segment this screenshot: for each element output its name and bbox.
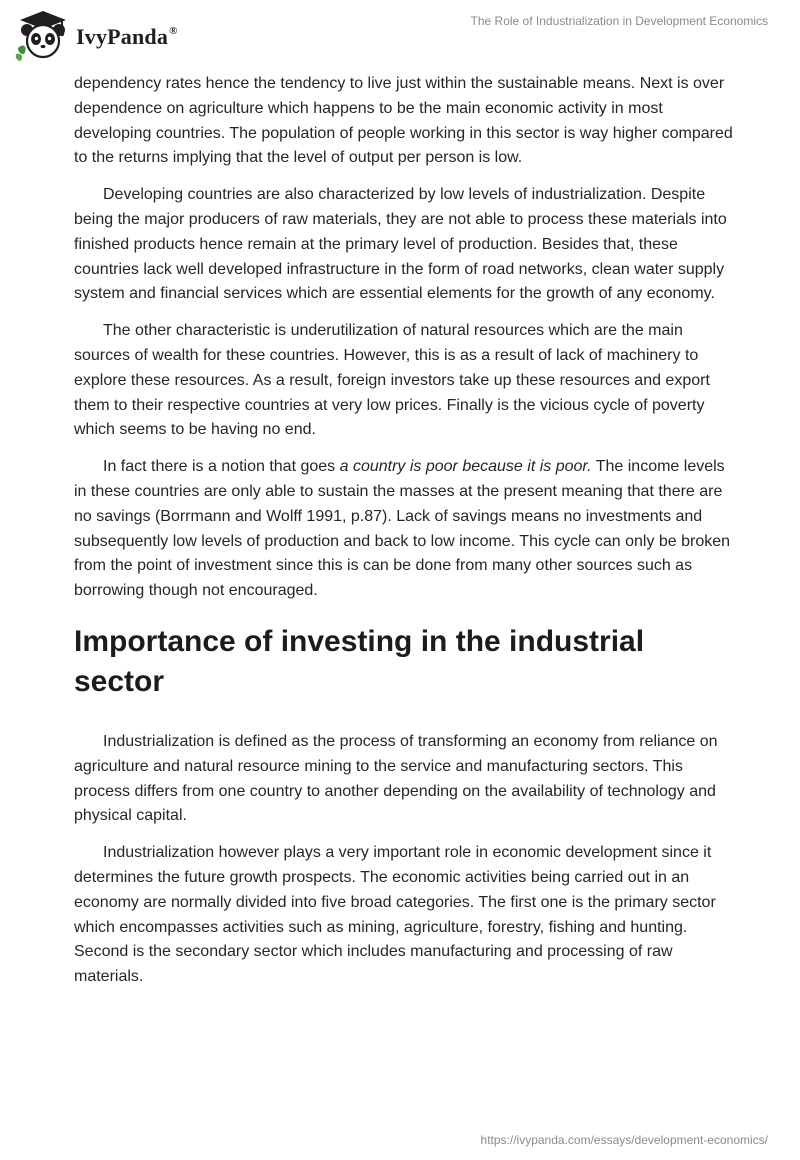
document-title: The Role of Industrialization in Development Economics bbox=[470, 14, 768, 28]
paragraph-text: The income levels in these countries are only able to sustain the masses at the present meaning that there are no savings (Borrmann and Wolff 1991, p.87). Lack of savings means no investments and subsequently low levels of production and back to low income. This cycle can only be broken from the point of investment since this is can be done from many other sources such as borrowing though not encouraged. bbox=[74, 458, 731, 600]
section-heading: Importance of investing in the industrial sector bbox=[74, 624, 645, 698]
italic-quote: a country is poor because it is poor. bbox=[339, 458, 592, 476]
paragraph: The other characteristic is underutilization of natural resources which are the main sources of wealth for these countries. However, this is as a result of lack of machinery to explore these resources. As a result, foreign investors take up these resources and export them to their respective countries at very low prices. Finally is the vicious cycle of poverty which seems to be having no end. bbox=[74, 322, 710, 439]
paragraph-text: In fact there is a notion that goes bbox=[103, 458, 340, 476]
paragraph bbox=[74, 455, 734, 604]
brand-name: IvyPanda® bbox=[76, 24, 178, 49]
essay-content bbox=[74, 72, 734, 1002]
panda-graduate-icon bbox=[14, 8, 72, 62]
page-header bbox=[0, 0, 800, 70]
paragraph: Industrialization is defined as the process of transforming an economy from reliance on agriculture and natural resource mining to the service and manufacturing sectors. This process differs from one country to another depending on the availability of technology and physical capital. bbox=[74, 732, 718, 825]
paragraph: Developing countries are also characterized by low levels of industrialization. Despite being the major producers of raw materials, they are not able to process these materials into finished products hence remain at the primary level of production. Besides that, these countries lack well developed infrastructure in the form of road networks, clean water supply system and financial services which are essential elements for the growth of any economy. bbox=[74, 186, 727, 303]
paragraph: dependency rates hence the tendency to live just within the sustainable means. Next is over dependence on agriculture which happens to be the main economic activity in most developing countries. The population of people working in this sector is way higher compared to the returns implying that the level of output per person is low. bbox=[74, 75, 733, 167]
footer-url-link[interactable]: https://ivypanda.com/essays/development-economics/ bbox=[480, 1133, 768, 1147]
brand-logo[interactable] bbox=[14, 8, 178, 62]
paragraph: Industrialization however plays a very important role in economic development since it determines the future growth prospects. The economic activities being carried out in an economy are normally divided into five broad categories. The first one is the primary sector which encompasses activities such as mining, agriculture, forestry, fishing and hunting. Second is the secondary sector which includes manufacturing and processing of raw materials. bbox=[74, 844, 716, 986]
